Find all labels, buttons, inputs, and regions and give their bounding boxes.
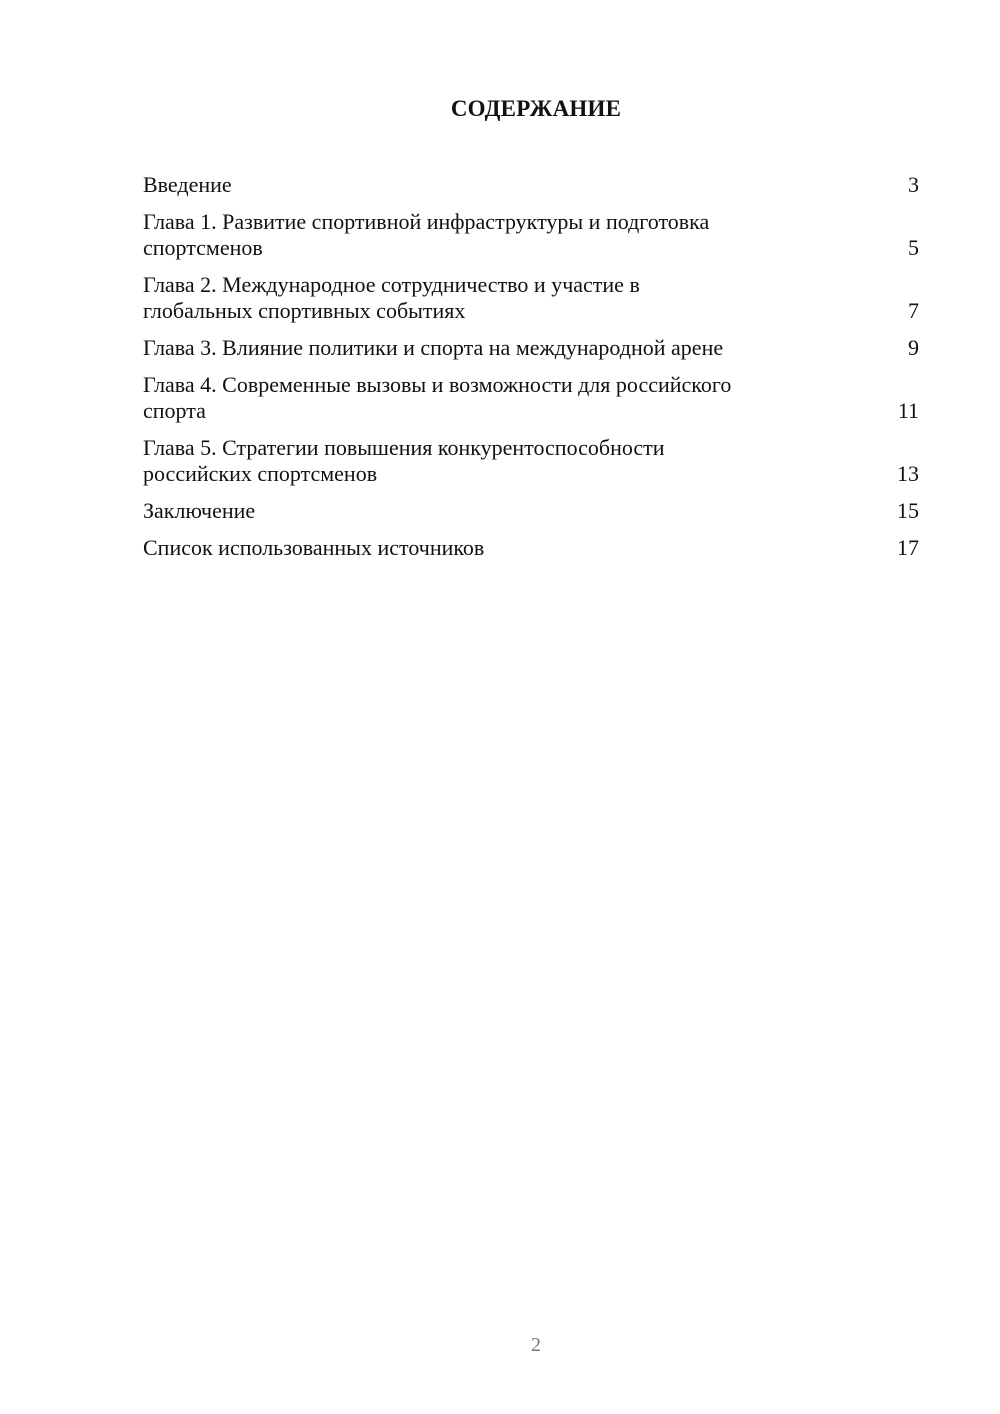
toc-item-label: Глава 4. Современные вызовы и возможности для российского спорта	[143, 372, 732, 423]
toc-item-chapter-4[interactable]	[143, 372, 919, 424]
toc-item-chapter-3[interactable]	[143, 335, 919, 361]
toc-item-page: 7	[908, 298, 919, 323]
toc-item-page: 5	[908, 235, 919, 260]
toc-item-page: 13	[897, 461, 919, 486]
toc-item-introduction[interactable]	[143, 172, 919, 198]
toc-item-label: Введение	[143, 172, 232, 197]
table-of-contents	[143, 172, 919, 572]
toc-item-page: 9	[908, 335, 919, 360]
toc-item-label: Глава 1. Развитие спортивной инфраструктуры и подготовка спортсменов	[143, 209, 710, 260]
toc-item-page: 11	[897, 398, 919, 423]
page-title: СОДЕРЖАНИЕ	[450, 96, 622, 121]
toc-item-label: Заключение	[143, 498, 256, 523]
toc-item-chapter-2[interactable]	[143, 272, 919, 324]
toc-item-label: Глава 2. Международное сотрудничество и участие в глобальных спортивных событиях	[143, 272, 640, 323]
toc-item-page: 15	[897, 498, 919, 523]
toc-item-sources[interactable]	[143, 535, 919, 561]
toc-item-label: Глава 5. Стратегии повышения конкурентоспособности российских спортсменов	[143, 435, 665, 486]
toc-item-chapter-5[interactable]	[143, 435, 919, 487]
toc-item-label: Глава 3. Влияние политики и спорта на международной арене	[143, 335, 724, 360]
toc-item-page: 3	[908, 172, 919, 197]
page-number: 2	[531, 1334, 541, 1356]
toc-item-page: 17	[897, 535, 919, 560]
toc-item-conclusion[interactable]	[143, 498, 919, 524]
toc-item-chapter-1[interactable]	[143, 209, 919, 261]
toc-item-label: Список использованных источников	[143, 535, 485, 560]
